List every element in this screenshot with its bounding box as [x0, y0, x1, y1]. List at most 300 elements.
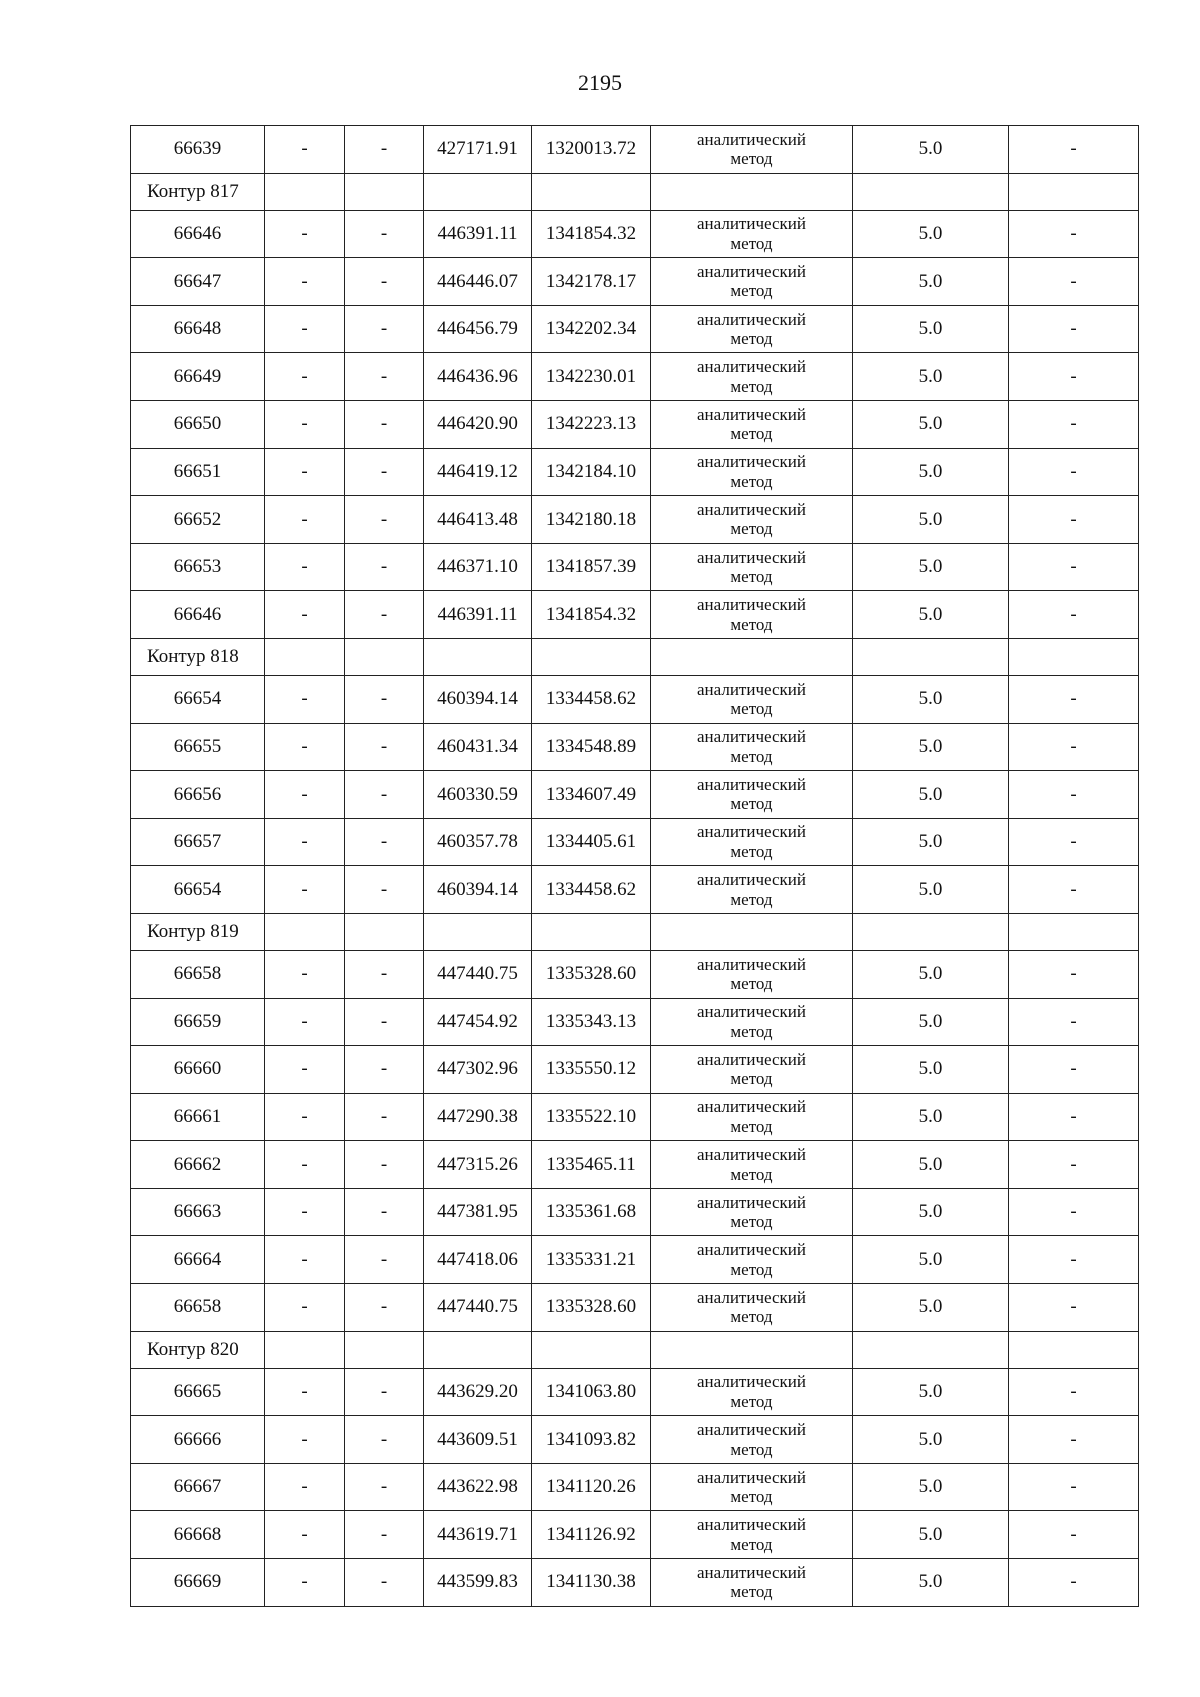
method-cell — [651, 1093, 853, 1141]
point-id-cell: 66655 — [131, 723, 265, 771]
table-row — [131, 305, 1139, 353]
method-line-1: аналитический — [697, 1562, 806, 1582]
x-coordinate-cell: 446436.96 — [424, 353, 532, 401]
contour-label: Контур 820 — [131, 1331, 265, 1368]
column-2-cell: - — [265, 1416, 345, 1464]
x-coordinate-cell: 447381.95 — [424, 1188, 532, 1236]
empty-cell — [424, 638, 532, 675]
x-coordinate-cell: 446371.10 — [424, 543, 532, 591]
accuracy-cell: 5.0 — [853, 353, 1009, 401]
empty-cell — [345, 913, 424, 950]
empty-cell — [1009, 913, 1139, 950]
y-coordinate-cell: 1341130.38 — [532, 1559, 651, 1607]
column-2-cell: - — [265, 950, 345, 998]
column-2-cell: - — [265, 400, 345, 448]
x-coordinate-cell: 460357.78 — [424, 818, 532, 866]
point-id-cell: 66666 — [131, 1416, 265, 1464]
table-row — [131, 771, 1139, 819]
x-coordinate-cell: 443619.71 — [424, 1511, 532, 1559]
table-row — [131, 866, 1139, 914]
accuracy-cell: 5.0 — [853, 543, 1009, 591]
point-id-cell: 66653 — [131, 543, 265, 591]
point-id-cell: 66662 — [131, 1141, 265, 1189]
point-id-cell: 66659 — [131, 998, 265, 1046]
table-row — [131, 998, 1139, 1046]
x-coordinate-cell: 460330.59 — [424, 771, 532, 819]
column-3-cell: - — [345, 543, 424, 591]
x-coordinate-cell: 460431.34 — [424, 723, 532, 771]
column-8-cell: - — [1009, 1093, 1139, 1141]
method-line-1: аналитический — [697, 452, 806, 472]
x-coordinate-cell: 447440.75 — [424, 950, 532, 998]
table-row — [131, 1141, 1139, 1189]
y-coordinate-cell: 1334458.62 — [532, 866, 651, 914]
point-id-cell: 66649 — [131, 353, 265, 401]
method-line-2: метод — [730, 329, 773, 349]
point-id-cell: 66667 — [131, 1463, 265, 1511]
x-coordinate-cell: 446456.79 — [424, 305, 532, 353]
method-cell — [651, 818, 853, 866]
column-3-cell: - — [345, 496, 424, 544]
x-coordinate-cell: 447418.06 — [424, 1236, 532, 1284]
column-2-cell: - — [265, 866, 345, 914]
column-8-cell: - — [1009, 126, 1139, 174]
method-line-2: метод — [730, 1307, 773, 1327]
method-line-2: метод — [730, 1164, 773, 1184]
y-coordinate-cell: 1342180.18 — [532, 496, 651, 544]
method-line-1: аналитический — [697, 547, 806, 567]
x-coordinate-cell: 460394.14 — [424, 866, 532, 914]
table-row — [131, 258, 1139, 306]
accuracy-cell: 5.0 — [853, 1284, 1009, 1332]
x-coordinate-cell: 427171.91 — [424, 126, 532, 174]
column-2-cell: - — [265, 591, 345, 639]
point-id-cell: 66654 — [131, 866, 265, 914]
table-row — [131, 591, 1139, 639]
method-line-2: метод — [730, 1582, 773, 1602]
y-coordinate-cell: 1334458.62 — [532, 675, 651, 723]
method-line-2: метод — [730, 1439, 773, 1459]
accuracy-cell: 5.0 — [853, 400, 1009, 448]
method-cell — [651, 126, 853, 174]
column-3-cell: - — [345, 1046, 424, 1094]
column-2-cell: - — [265, 1559, 345, 1607]
method-line-1: аналитический — [697, 1515, 806, 1535]
empty-cell — [265, 173, 345, 210]
y-coordinate-cell: 1341854.32 — [532, 210, 651, 258]
y-coordinate-cell: 1342223.13 — [532, 400, 651, 448]
method-cell — [651, 723, 853, 771]
column-2-cell: - — [265, 1188, 345, 1236]
point-id-cell: 66668 — [131, 1511, 265, 1559]
table-row — [131, 353, 1139, 401]
method-line-1: аналитический — [697, 1467, 806, 1487]
accuracy-cell: 5.0 — [853, 771, 1009, 819]
empty-cell — [853, 173, 1009, 210]
column-3-cell: - — [345, 400, 424, 448]
method-cell — [651, 998, 853, 1046]
column-3-cell: - — [345, 1188, 424, 1236]
y-coordinate-cell: 1341857.39 — [532, 543, 651, 591]
point-id-cell: 66661 — [131, 1093, 265, 1141]
column-2-cell: - — [265, 305, 345, 353]
table-row — [131, 210, 1139, 258]
method-line-1: аналитический — [697, 1192, 806, 1212]
column-3-cell: - — [345, 1141, 424, 1189]
method-line-2: метод — [730, 1487, 773, 1507]
method-line-2: метод — [730, 889, 773, 909]
point-id-cell: 66658 — [131, 1284, 265, 1332]
method-cell — [651, 1416, 853, 1464]
column-2-cell: - — [265, 1236, 345, 1284]
method-line-1: аналитический — [697, 1240, 806, 1260]
method-cell — [651, 1368, 853, 1416]
column-3-cell: - — [345, 353, 424, 401]
method-cell — [651, 675, 853, 723]
method-line-2: метод — [730, 1021, 773, 1041]
method-cell — [651, 543, 853, 591]
empty-cell — [651, 173, 853, 210]
column-8-cell: - — [1009, 353, 1139, 401]
column-8-cell: - — [1009, 950, 1139, 998]
accuracy-cell: 5.0 — [853, 448, 1009, 496]
y-coordinate-cell: 1341126.92 — [532, 1511, 651, 1559]
x-coordinate-cell: 446391.11 — [424, 591, 532, 639]
column-3-cell: - — [345, 950, 424, 998]
table-row — [131, 448, 1139, 496]
table-row — [131, 818, 1139, 866]
y-coordinate-cell: 1335343.13 — [532, 998, 651, 1046]
method-cell — [651, 1284, 853, 1332]
point-id-cell: 66648 — [131, 305, 265, 353]
y-coordinate-cell: 1342202.34 — [532, 305, 651, 353]
method-cell — [651, 1511, 853, 1559]
empty-cell — [532, 1331, 651, 1368]
column-3-cell: - — [345, 723, 424, 771]
column-3-cell: - — [345, 866, 424, 914]
empty-cell — [1009, 1331, 1139, 1368]
column-3-cell: - — [345, 1236, 424, 1284]
table-body — [131, 126, 1139, 1607]
method-line-2: метод — [730, 1116, 773, 1136]
x-coordinate-cell: 446419.12 — [424, 448, 532, 496]
column-3-cell: - — [345, 126, 424, 174]
empty-cell — [532, 173, 651, 210]
empty-cell — [345, 1331, 424, 1368]
point-id-cell: 66665 — [131, 1368, 265, 1416]
y-coordinate-cell: 1335331.21 — [532, 1236, 651, 1284]
column-8-cell: - — [1009, 1236, 1139, 1284]
column-8-cell: - — [1009, 1559, 1139, 1607]
table-row — [131, 1093, 1139, 1141]
column-2-cell: - — [265, 1463, 345, 1511]
method-line-1: аналитический — [697, 261, 806, 281]
point-id-cell: 66656 — [131, 771, 265, 819]
method-line-2: метод — [730, 471, 773, 491]
point-id-cell: 66657 — [131, 818, 265, 866]
x-coordinate-cell: 443622.98 — [424, 1463, 532, 1511]
x-coordinate-cell: 446420.90 — [424, 400, 532, 448]
accuracy-cell: 5.0 — [853, 1236, 1009, 1284]
table-row — [131, 675, 1139, 723]
x-coordinate-cell: 446391.11 — [424, 210, 532, 258]
y-coordinate-cell: 1334548.89 — [532, 723, 651, 771]
method-cell — [651, 400, 853, 448]
method-line-1: аналитический — [697, 1145, 806, 1165]
method-line-1: аналитический — [697, 1287, 806, 1307]
column-8-cell: - — [1009, 210, 1139, 258]
contour-label: Контур 817 — [131, 173, 265, 210]
y-coordinate-cell: 1334607.49 — [532, 771, 651, 819]
table-row — [131, 1463, 1139, 1511]
contour-header-row — [131, 638, 1139, 675]
x-coordinate-cell: 443629.20 — [424, 1368, 532, 1416]
y-coordinate-cell: 1342178.17 — [532, 258, 651, 306]
x-coordinate-cell: 447290.38 — [424, 1093, 532, 1141]
accuracy-cell: 5.0 — [853, 1093, 1009, 1141]
method-line-2: метод — [730, 1391, 773, 1411]
column-8-cell: - — [1009, 1188, 1139, 1236]
accuracy-cell: 5.0 — [853, 305, 1009, 353]
accuracy-cell: 5.0 — [853, 1463, 1009, 1511]
method-line-1: аналитический — [697, 1420, 806, 1439]
empty-cell — [853, 1331, 1009, 1368]
empty-cell — [532, 638, 651, 675]
method-line-2: метод — [730, 1534, 773, 1554]
point-id-cell: 66650 — [131, 400, 265, 448]
column-3-cell: - — [345, 771, 424, 819]
y-coordinate-cell: 1341063.80 — [532, 1368, 651, 1416]
table-row — [131, 126, 1139, 174]
accuracy-cell: 5.0 — [853, 1368, 1009, 1416]
accuracy-cell: 5.0 — [853, 1511, 1009, 1559]
column-3-cell: - — [345, 1463, 424, 1511]
empty-cell — [345, 638, 424, 675]
y-coordinate-cell: 1335328.60 — [532, 1284, 651, 1332]
y-coordinate-cell: 1341093.82 — [532, 1416, 651, 1464]
empty-cell — [1009, 638, 1139, 675]
accuracy-cell: 5.0 — [853, 950, 1009, 998]
column-8-cell: - — [1009, 400, 1139, 448]
method-line-1: аналитический — [697, 727, 806, 747]
column-8-cell: - — [1009, 448, 1139, 496]
column-3-cell: - — [345, 258, 424, 306]
y-coordinate-cell: 1335328.60 — [532, 950, 651, 998]
column-8-cell: - — [1009, 1368, 1139, 1416]
column-8-cell: - — [1009, 998, 1139, 1046]
empty-cell — [265, 638, 345, 675]
empty-cell — [651, 913, 853, 950]
empty-cell — [424, 913, 532, 950]
method-line-2: метод — [730, 974, 773, 994]
method-line-2: метод — [730, 233, 773, 253]
column-8-cell: - — [1009, 1511, 1139, 1559]
accuracy-cell: 5.0 — [853, 723, 1009, 771]
x-coordinate-cell: 447454.92 — [424, 998, 532, 1046]
empty-cell — [1009, 173, 1139, 210]
method-line-2: метод — [730, 746, 773, 766]
point-id-cell: 66669 — [131, 1559, 265, 1607]
point-id-cell: 66652 — [131, 496, 265, 544]
point-id-cell: 66654 — [131, 675, 265, 723]
method-cell — [651, 1463, 853, 1511]
method-line-2: метод — [730, 1259, 773, 1279]
method-line-2: метод — [730, 567, 773, 587]
column-8-cell: - — [1009, 771, 1139, 819]
table-row — [131, 1188, 1139, 1236]
empty-cell — [424, 173, 532, 210]
column-2-cell: - — [265, 998, 345, 1046]
table-row — [131, 1046, 1139, 1094]
accuracy-cell: 5.0 — [853, 1046, 1009, 1094]
column-2-cell: - — [265, 126, 345, 174]
empty-cell — [651, 1331, 853, 1368]
method-cell — [651, 591, 853, 639]
empty-cell — [345, 173, 424, 210]
contour-header-row — [131, 173, 1139, 210]
method-line-1: аналитический — [697, 679, 806, 699]
column-2-cell: - — [265, 448, 345, 496]
table-row — [131, 1236, 1139, 1284]
column-8-cell: - — [1009, 305, 1139, 353]
column-3-cell: - — [345, 305, 424, 353]
table-row — [131, 1416, 1139, 1464]
column-2-cell: - — [265, 258, 345, 306]
method-cell — [651, 305, 853, 353]
method-line-1: аналитический — [697, 595, 806, 615]
column-3-cell: - — [345, 818, 424, 866]
column-2-cell: - — [265, 675, 345, 723]
method-line-2: метод — [730, 1212, 773, 1232]
column-2-cell: - — [265, 496, 345, 544]
x-coordinate-cell: 447315.26 — [424, 1141, 532, 1189]
method-cell — [651, 353, 853, 401]
column-8-cell: - — [1009, 496, 1139, 544]
method-cell — [651, 1559, 853, 1607]
x-coordinate-cell: 443599.83 — [424, 1559, 532, 1607]
point-id-cell: 66646 — [131, 591, 265, 639]
method-line-2: метод — [730, 281, 773, 301]
method-cell — [651, 1141, 853, 1189]
point-id-cell: 66658 — [131, 950, 265, 998]
method-line-1: аналитический — [697, 822, 806, 842]
column-2-cell: - — [265, 1046, 345, 1094]
accuracy-cell: 5.0 — [853, 675, 1009, 723]
table-row — [131, 1511, 1139, 1559]
method-cell — [651, 771, 853, 819]
accuracy-cell: 5.0 — [853, 1559, 1009, 1607]
accuracy-cell: 5.0 — [853, 1416, 1009, 1464]
column-2-cell: - — [265, 543, 345, 591]
column-3-cell: - — [345, 1559, 424, 1607]
contour-label: Контур 818 — [131, 638, 265, 675]
table-row — [131, 950, 1139, 998]
y-coordinate-cell: 1335522.10 — [532, 1093, 651, 1141]
table-row — [131, 1559, 1139, 1607]
page-number: 2195 — [578, 70, 622, 95]
method-line-2: метод — [730, 424, 773, 444]
table-row — [131, 1284, 1139, 1332]
column-8-cell: - — [1009, 1046, 1139, 1094]
table-row — [131, 1368, 1139, 1416]
method-line-1: аналитический — [697, 129, 806, 149]
column-2-cell: - — [265, 1511, 345, 1559]
accuracy-cell: 5.0 — [853, 496, 1009, 544]
method-line-1: аналитический — [697, 1002, 806, 1022]
method-cell — [651, 210, 853, 258]
point-id-cell: 66664 — [131, 1236, 265, 1284]
point-id-cell: 66647 — [131, 258, 265, 306]
method-line-2: метод — [730, 614, 773, 634]
column-8-cell: - — [1009, 1463, 1139, 1511]
column-8-cell: - — [1009, 1141, 1139, 1189]
method-line-1: аналитический — [697, 309, 806, 329]
point-id-cell: 66660 — [131, 1046, 265, 1094]
x-coordinate-cell: 446446.07 — [424, 258, 532, 306]
contour-header-row — [131, 1331, 1139, 1368]
accuracy-cell: 5.0 — [853, 591, 1009, 639]
column-8-cell: - — [1009, 543, 1139, 591]
method-line-2: метод — [730, 842, 773, 862]
method-line-2: метод — [730, 376, 773, 396]
column-2-cell: - — [265, 1141, 345, 1189]
x-coordinate-cell: 446413.48 — [424, 496, 532, 544]
y-coordinate-cell: 1341120.26 — [532, 1463, 651, 1511]
contour-header-row — [131, 913, 1139, 950]
column-3-cell: - — [345, 1511, 424, 1559]
method-line-1: аналитический — [697, 357, 806, 377]
method-line-2: метод — [730, 1069, 773, 1089]
method-line-1: аналитический — [697, 1049, 806, 1069]
column-3-cell: - — [345, 1368, 424, 1416]
empty-cell — [532, 913, 651, 950]
accuracy-cell: 5.0 — [853, 258, 1009, 306]
y-coordinate-cell: 1334405.61 — [532, 818, 651, 866]
empty-cell — [853, 638, 1009, 675]
accuracy-cell: 5.0 — [853, 818, 1009, 866]
y-coordinate-cell: 1342184.10 — [532, 448, 651, 496]
accuracy-cell: 5.0 — [853, 210, 1009, 258]
empty-cell — [265, 913, 345, 950]
column-8-cell: - — [1009, 1416, 1139, 1464]
method-line-1: аналитический — [697, 404, 806, 424]
point-id-cell: 66646 — [131, 210, 265, 258]
method-line-2: метод — [730, 699, 773, 719]
y-coordinate-cell: 1335465.11 — [532, 1141, 651, 1189]
column-3-cell: - — [345, 675, 424, 723]
table-row — [131, 723, 1139, 771]
table-row — [131, 400, 1139, 448]
x-coordinate-cell: 443609.51 — [424, 1416, 532, 1464]
column-2-cell: - — [265, 210, 345, 258]
point-id-cell: 66651 — [131, 448, 265, 496]
accuracy-cell: 5.0 — [853, 866, 1009, 914]
method-line-1: аналитический — [697, 1097, 806, 1117]
accuracy-cell: 5.0 — [853, 1141, 1009, 1189]
accuracy-cell: 5.0 — [853, 1188, 1009, 1236]
method-line-1: аналитический — [697, 774, 806, 794]
x-coordinate-cell: 447440.75 — [424, 1284, 532, 1332]
column-8-cell: - — [1009, 675, 1139, 723]
column-3-cell: - — [345, 1093, 424, 1141]
column-3-cell: - — [345, 1416, 424, 1464]
column-8-cell: - — [1009, 723, 1139, 771]
method-cell — [651, 950, 853, 998]
method-cell — [651, 866, 853, 914]
method-line-1: аналитический — [697, 1372, 806, 1392]
point-id-cell: 66639 — [131, 126, 265, 174]
method-cell — [651, 258, 853, 306]
